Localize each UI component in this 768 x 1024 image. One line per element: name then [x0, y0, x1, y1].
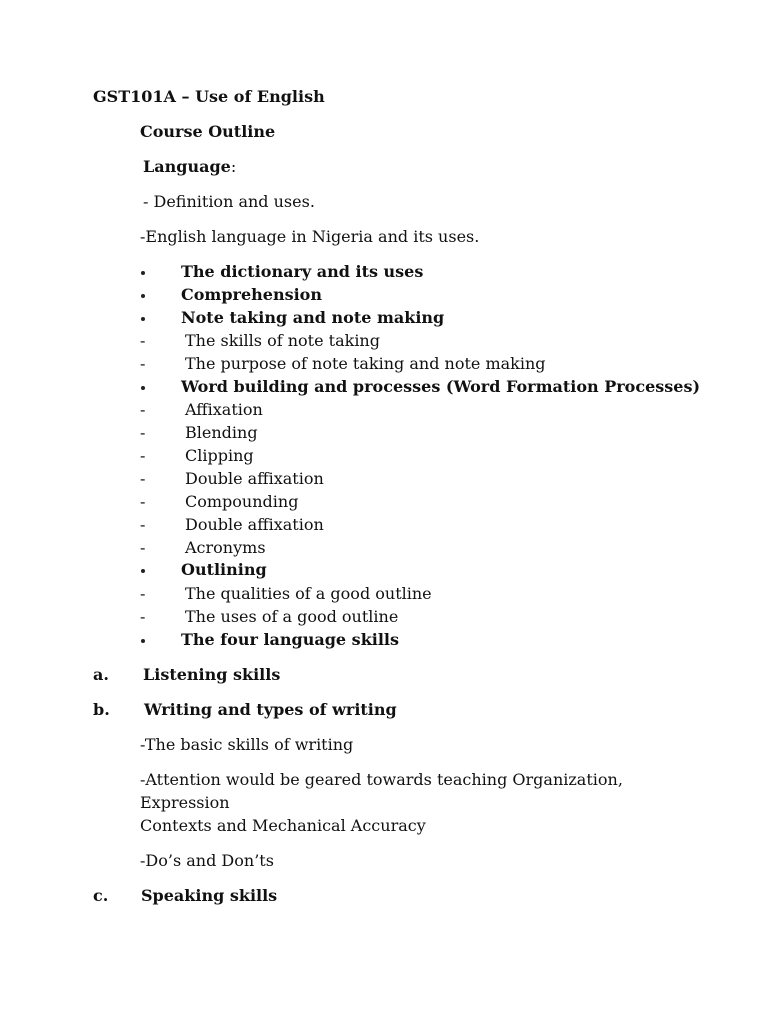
list-marker-b: b. [93, 700, 110, 719]
dos-donts-line: -Do’s and Don’ts [140, 851, 274, 870]
bullet-dot [141, 386, 145, 390]
sub-qualities-outline: The qualities of a good outline [185, 584, 432, 603]
sub-double-affixation: Double affixation [185, 515, 324, 534]
sub-uses-outline: The uses of a good outline [185, 607, 399, 626]
course-outline-heading: Course Outline [140, 122, 276, 141]
attention-line-contexts: Contexts and Mechanical Accuracy [140, 816, 426, 835]
list-marker-a: a. [93, 665, 109, 684]
dash-marker: - [140, 400, 146, 419]
dash-marker: - [140, 469, 146, 488]
dash-marker: - [140, 423, 146, 442]
bullet-comprehension: Comprehension [181, 285, 322, 304]
bullet-dot [141, 569, 145, 573]
dash-marker: - [140, 607, 146, 626]
sub-compounding: Compounding [185, 492, 299, 511]
definition-line: - Definition and uses. [143, 192, 315, 211]
bullet-dot [141, 271, 145, 275]
language-heading: Language [143, 157, 231, 176]
bullet-dot [141, 317, 145, 321]
sub-double-affixation: Double affixation [185, 469, 324, 488]
basic-skills-line: -The basic skills of writing [140, 735, 354, 754]
bullet-dot [141, 639, 145, 643]
bullet-note-taking: Note taking and note making [181, 308, 445, 327]
attention-line: -Attention would be geared towards teaching Organization, [140, 770, 623, 789]
sub-skills-note-taking: The skills of note taking [185, 331, 380, 350]
dash-marker: - [140, 492, 146, 511]
language-heading-line [143, 157, 236, 177]
english-nigeria-line: -English language in Nigeria and its uses. [140, 227, 480, 246]
sub-clipping: Clipping [185, 446, 254, 465]
list-marker-c: c. [93, 886, 109, 905]
dash-marker: - [140, 515, 146, 534]
dash-marker: - [140, 446, 146, 465]
bullet-outlining: Outlining [181, 560, 267, 579]
attention-line-expression: Expression [140, 793, 230, 812]
bullet-word-building: Word building and processes (Word Formation Processes) [181, 377, 701, 396]
sub-purpose-note-taking: The purpose of note taking and note making [185, 354, 546, 373]
dash-marker: - [140, 331, 146, 350]
bullet-dictionary: The dictionary and its uses [181, 262, 424, 281]
sub-affixation: Affixation [185, 400, 263, 419]
speaking-skills-heading: Speaking skills [141, 886, 278, 905]
bullet-four-skills: The four language skills [181, 630, 400, 649]
language-colon: : [230, 157, 237, 176]
sub-acronyms: Acronyms [185, 538, 266, 557]
writing-heading: Writing and types of writing [144, 700, 397, 719]
document-title: GST101A – Use of English [93, 87, 325, 106]
dash-marker: - [140, 354, 146, 373]
sub-blending: Blending [185, 423, 258, 442]
dash-marker: - [140, 538, 146, 557]
listening-skills-heading: Listening skills [143, 665, 281, 684]
bullet-dot [141, 294, 145, 298]
dash-marker: - [140, 584, 146, 603]
